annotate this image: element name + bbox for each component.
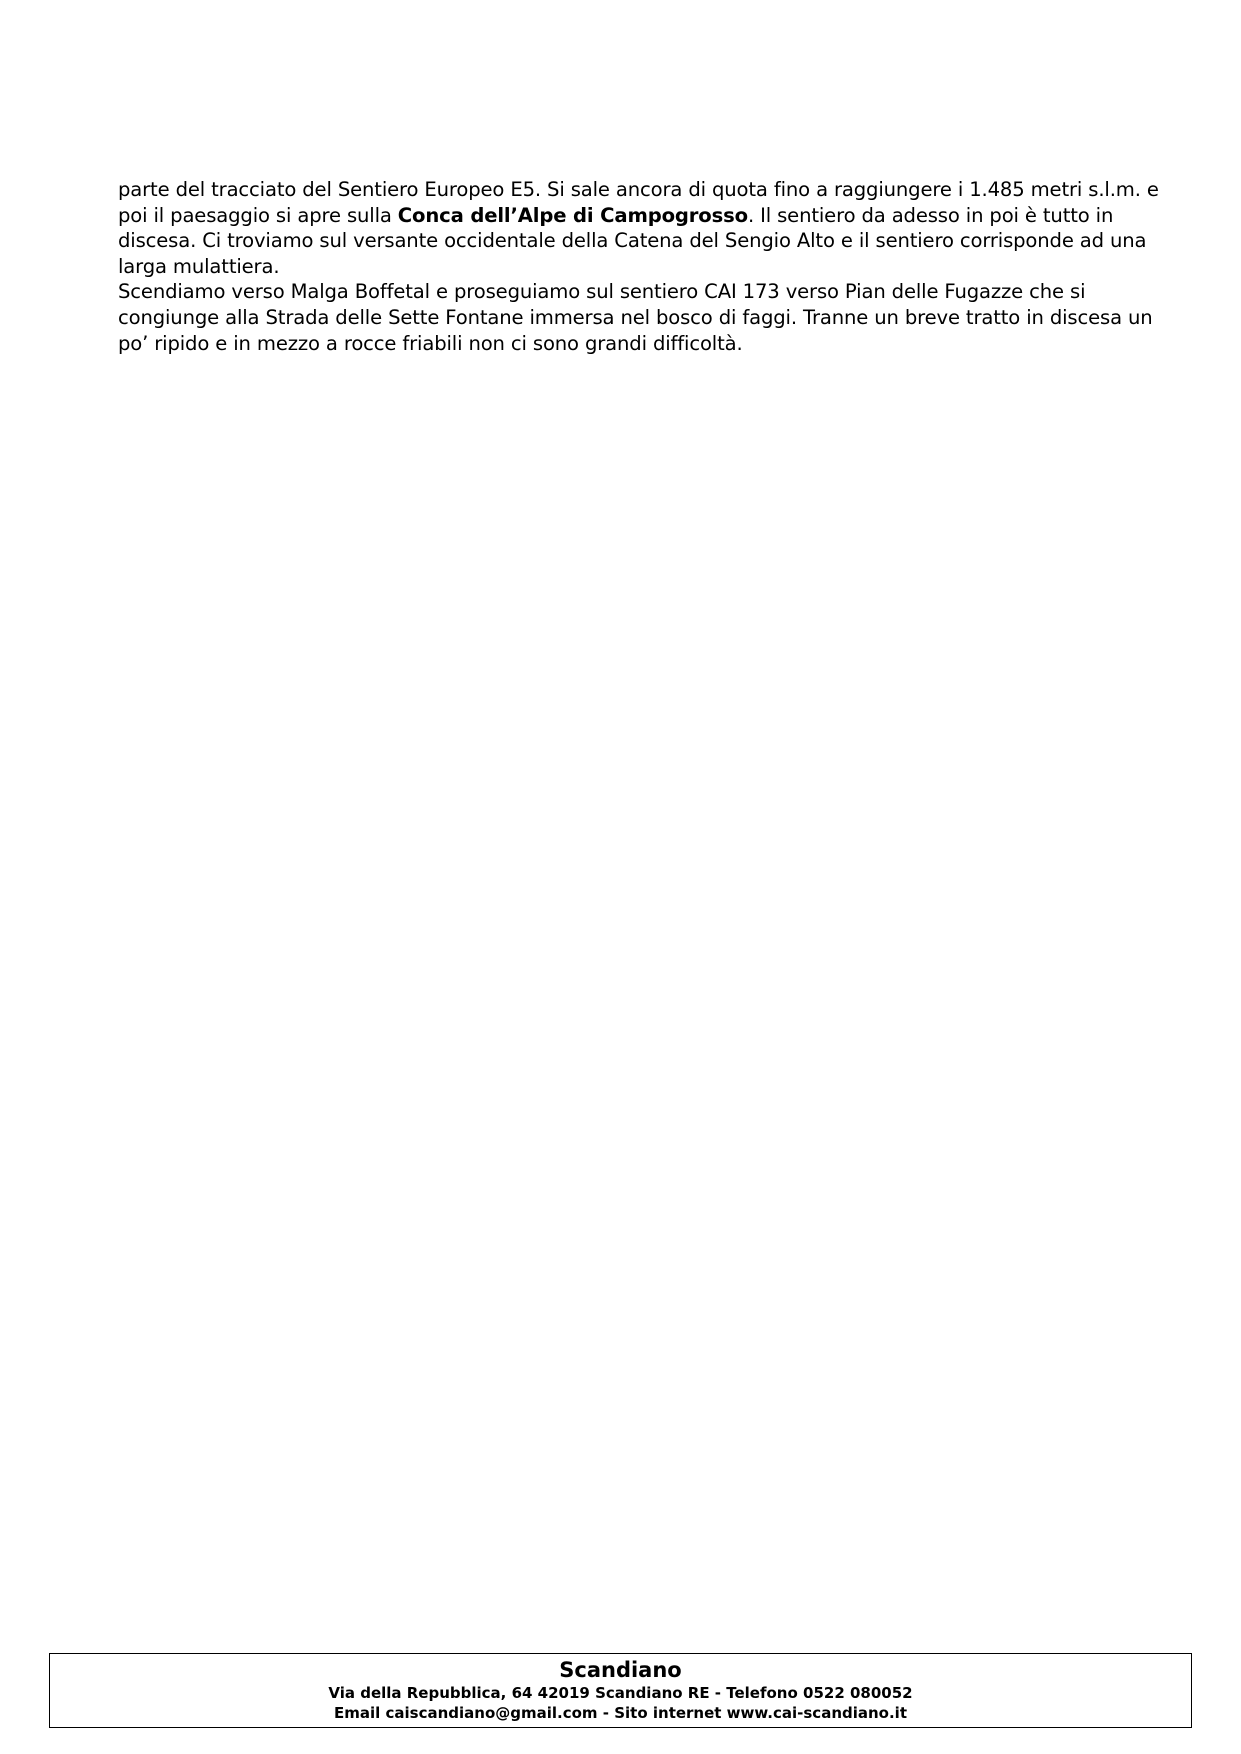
text-fragment: poi il paesaggio si apre sulla bbox=[118, 203, 398, 227]
text-line: parte del tracciato del Sentiero Europeo E5. Si sale ancora di quota fino a raggiungere i 1.485 metri s.l.m. e bbox=[118, 178, 1159, 201]
bold-place-name: Conca dell’Alpe di Campogrosso bbox=[397, 203, 748, 227]
footer-contacts: Email caiscandiano@gmail.com - Sito internet www.cai-scandiano.it bbox=[334, 1704, 907, 1722]
footer-box bbox=[49, 1653, 1192, 1728]
body-text bbox=[118, 177, 1159, 356]
text-line: congiunge alla Strada delle Sette Fontane immersa nel bosco di faggi. Tranne un breve tratto in discesa un bbox=[118, 305, 1153, 329]
footer-address: Via della Repubblica, 64 42019 Scandiano RE - Telefono 0522 080052 bbox=[328, 1684, 913, 1702]
text-line: po’ ripido e in mezzo a rocce friabili non ci sono grandi difficoltà. bbox=[118, 331, 743, 355]
text-line: discesa. Ci troviamo sul versante occidentale della Catena del Sengio Alto e il sentiero corrisponde ad una bbox=[118, 229, 1147, 253]
text-line: Scendiamo verso Malga Boffetal e proseguiamo sul sentiero CAI 173 verso Pian delle Fugazze che si bbox=[118, 280, 1086, 304]
text-line: larga mulattiera. bbox=[118, 254, 280, 278]
text-line bbox=[118, 203, 1133, 229]
text-fragment: . Il sentiero da adesso in poi è tutto in bbox=[747, 203, 1114, 227]
footer-title: Scandiano bbox=[559, 1658, 682, 1682]
